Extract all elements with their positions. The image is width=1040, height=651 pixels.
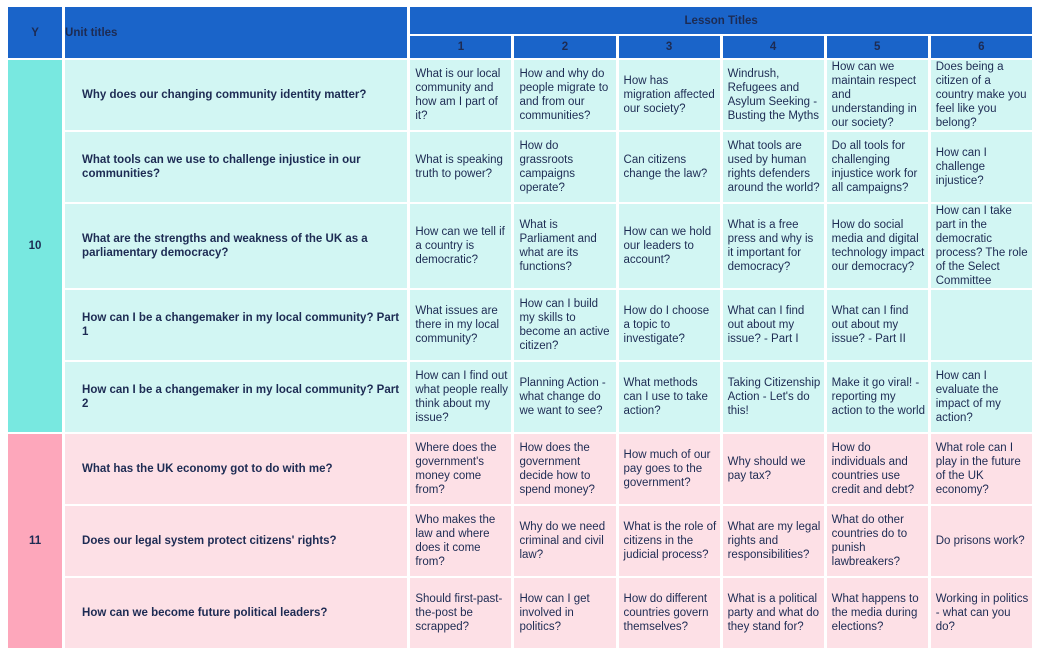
lesson-cell: Taking Citizenship Action - Let's do this!	[723, 362, 824, 432]
lesson-cell: What happens to the media during elections?	[827, 578, 928, 648]
lesson-cell: What methods can I use to take action?	[619, 362, 720, 432]
lesson-cell: What is our local community and how am I part of it?	[410, 60, 511, 130]
lesson-cell: Who makes the law and where does it come from?	[410, 506, 511, 576]
lesson-cell: How can I challenge injustice?	[931, 132, 1032, 202]
lesson-cell: How do I choose a topic to investigate?	[619, 290, 720, 360]
lesson-cell: Windrush, Refugees and Asylum Seeking - Busting the Myths	[723, 60, 824, 130]
year-10-band: 10	[8, 60, 62, 432]
lesson-cell: How does the government decide how to spend money?	[514, 434, 615, 504]
year-11-band: 11	[8, 434, 62, 648]
lesson-number-6: 6	[931, 36, 1032, 58]
table-row	[8, 434, 1032, 504]
unit-titles-header: Unit titles	[65, 7, 407, 58]
unit-title: How can I be a changemaker in my local community? Part 2	[65, 362, 407, 432]
lesson-cell: What is the role of citizens in the judicial process?	[619, 506, 720, 576]
curriculum-table	[5, 5, 1035, 650]
lesson-cell: Why do we need criminal and civil law?	[514, 506, 615, 576]
lesson-cell: How and why do people migrate to and from our communities?	[514, 60, 615, 130]
lesson-cell: What is a political party and what do they stand for?	[723, 578, 824, 648]
lesson-cell: Planning Action - what change do we want to see?	[514, 362, 615, 432]
lesson-cell: Do all tools for challenging injustice work for all campaigns?	[827, 132, 928, 202]
lesson-cell: How can I take part in the democratic process? The role of the Select Committee	[931, 204, 1032, 288]
lesson-cell: Do prisons work?	[931, 506, 1032, 576]
lesson-cell	[931, 290, 1032, 360]
lesson-cell: What tools are used by human rights defenders around the world?	[723, 132, 824, 202]
lesson-cell: How can I build my skills to become an active citizen?	[514, 290, 615, 360]
table-row	[8, 204, 1032, 288]
lesson-cell: How can we hold our leaders to account?	[619, 204, 720, 288]
lesson-cell: What do other countries do to punish lawbreakers?	[827, 506, 928, 576]
table-body	[8, 60, 1032, 648]
lesson-cell: How can I get involved in politics?	[514, 578, 615, 648]
lesson-number-3: 3	[619, 36, 720, 58]
table-row	[8, 132, 1032, 202]
lesson-cell: How can we tell if a country is democratic?	[410, 204, 511, 288]
lesson-cell: What is a free press and why is it important for democracy?	[723, 204, 824, 288]
table-header	[8, 7, 1032, 58]
lesson-number-5: 5	[827, 36, 928, 58]
unit-title: How can I be a changemaker in my local community? Part 1	[65, 290, 407, 360]
lesson-cell: What is speaking truth to power?	[410, 132, 511, 202]
table-row	[8, 290, 1032, 360]
table-row	[8, 578, 1032, 648]
year-column-header: Y	[8, 7, 62, 58]
lesson-cell: Should first-past-the-post be scrapped?	[410, 578, 511, 648]
lesson-cell: What can I find out about my issue? - Part II	[827, 290, 928, 360]
lesson-cell: How can we maintain respect and understanding in our society?	[827, 60, 928, 130]
table-row	[8, 60, 1032, 130]
lesson-number-2: 2	[514, 36, 615, 58]
lesson-cell: What is Parliament and what are its functions?	[514, 204, 615, 288]
lesson-cell: How do social media and digital technology impact our democracy?	[827, 204, 928, 288]
lesson-cell: Does being a citizen of a country make you feel like you belong?	[931, 60, 1032, 130]
lesson-cell: How do grassroots campaigns operate?	[514, 132, 615, 202]
unit-title: What has the UK economy got to do with me?	[65, 434, 407, 504]
lesson-cell: How can I find out what people really think about my issue?	[410, 362, 511, 432]
lesson-cell: Working in politics - what can you do?	[931, 578, 1032, 648]
unit-title: How can we become future political leaders?	[65, 578, 407, 648]
lesson-cell: How do different countries govern themselves?	[619, 578, 720, 648]
table-row	[8, 506, 1032, 576]
lesson-cell: What can I find out about my issue? - Part I	[723, 290, 824, 360]
lesson-cell: Make it go viral! - reporting my action to the world	[827, 362, 928, 432]
lesson-cell: Where does the government's money come from?	[410, 434, 511, 504]
lesson-titles-header: Lesson Titles	[410, 7, 1032, 34]
unit-title: Why does our changing community identity matter?	[65, 60, 407, 130]
unit-title: What tools can we use to challenge injustice in our communities?	[65, 132, 407, 202]
lesson-cell: How do individuals and countries use credit and debt?	[827, 434, 928, 504]
lesson-cell: How can I evaluate the impact of my action?	[931, 362, 1032, 432]
lesson-number-4: 4	[723, 36, 824, 58]
table-row	[8, 362, 1032, 432]
unit-title: What are the strengths and weakness of the UK as a parliamentary democracy?	[65, 204, 407, 288]
lesson-cell: What issues are there in my local community?	[410, 290, 511, 360]
unit-title: Does our legal system protect citizens' rights?	[65, 506, 407, 576]
lesson-cell: How much of our pay goes to the government?	[619, 434, 720, 504]
lesson-cell: What are my legal rights and responsibilities?	[723, 506, 824, 576]
lesson-number-1: 1	[410, 36, 511, 58]
lesson-cell: Why should we pay tax?	[723, 434, 824, 504]
lesson-cell: How has migration affected our society?	[619, 60, 720, 130]
lesson-cell: Can citizens change the law?	[619, 132, 720, 202]
lesson-cell: What role can I play in the future of the UK economy?	[931, 434, 1032, 504]
